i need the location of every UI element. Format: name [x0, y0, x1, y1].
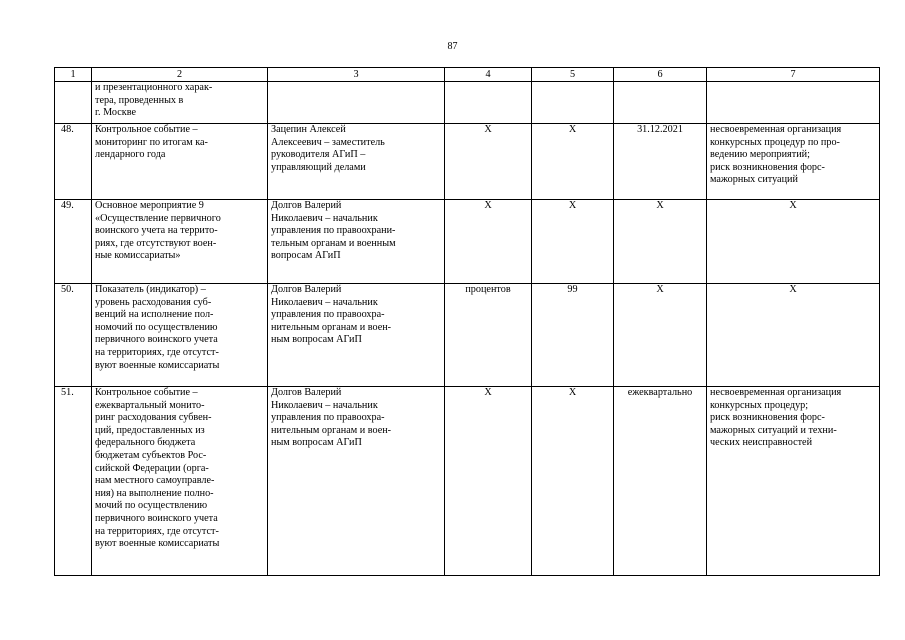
row-number	[55, 82, 92, 124]
column-header: 5	[532, 68, 614, 82]
term-cell: 31.12.2021	[614, 124, 707, 200]
responsible-cell	[268, 82, 445, 124]
responsible-cell: Долгов Валерий Николаевич – начальник управления по правоохрани- тельным органам и военным вопросам АГиП	[268, 200, 445, 284]
row-number: 48.	[55, 124, 92, 200]
value-cell: Х	[532, 200, 614, 284]
column-header: 4	[445, 68, 532, 82]
risks-cell: Х	[707, 200, 880, 284]
page-number: 87	[447, 41, 458, 52]
column-header: 7	[707, 68, 880, 82]
responsible-cell: Долгов Валерий Николаевич – начальник управления по правоохра- нительным органам и воен- ным вопросам АГиП	[268, 284, 445, 387]
unit-cell: Х	[445, 387, 532, 576]
event-cell: и презентационного харак- тера, проведенных в г. Москве	[92, 82, 268, 124]
event-cell: Контрольное событие – мониторинг по итогам ка- лендарного года	[92, 124, 268, 200]
unit-cell: Х	[445, 200, 532, 284]
value-cell	[532, 82, 614, 124]
row-number: 49.	[55, 200, 92, 284]
column-header: 6	[614, 68, 707, 82]
event-cell: Основное мероприятие 9 «Осуществление первичного воинского учета на террито- риях, где отсутствуют воен- ные комиссариаты»	[92, 200, 268, 284]
table-row	[55, 387, 880, 576]
value-cell: Х	[532, 387, 614, 576]
term-cell: Х	[614, 284, 707, 387]
risks-cell: несвоевременная организация конкурсных процедур; риск возникновения форс- мажорных ситуаций и техни- ческих неисправностей	[707, 387, 880, 576]
unit-cell	[445, 82, 532, 124]
responsible-cell: Зацепин Алексей Алексеевич – заместитель руководителя АГиП – управляющий делами	[268, 124, 445, 200]
table-row	[55, 124, 880, 200]
table-row	[55, 82, 880, 124]
unit-cell: процентов	[445, 284, 532, 387]
risks-cell	[707, 82, 880, 124]
row-number: 50.	[55, 284, 92, 387]
table-header-row	[55, 68, 880, 82]
risks-cell: несвоевременная организация конкурсных процедур по про- ведению мероприятий; риск возникновения форс- мажорных ситуаций	[707, 124, 880, 200]
column-header: 3	[268, 68, 445, 82]
value-cell: Х	[532, 124, 614, 200]
event-cell: Показатель (индикатор) – уровень расходования суб- венций на исполнение пол- номочий по осуществлению первичного воинского учета на территориях, где отсутст- вуют военные комиссариаты	[92, 284, 268, 387]
table-row	[55, 284, 880, 387]
event-cell: Контрольное событие – ежеквартальный монито- ринг расходования субвен- ций, предоставленных из федерального бюджета бюджетам субъектов Рос- сийской Федерации (орга- нам местного самоуправле- ния) на выполнение полно- мочий по осуществлению первичного воинского учета на территориях, где отсутст- вуют военные комиссариаты	[92, 387, 268, 576]
risks-cell: Х	[707, 284, 880, 387]
term-cell: Х	[614, 200, 707, 284]
value-cell: 99	[532, 284, 614, 387]
term-cell	[614, 82, 707, 124]
responsible-cell: Долгов Валерий Николаевич – начальник управления по правоохра- нительным органам и воен- ным вопросам АГиП	[268, 387, 445, 576]
column-header: 2	[92, 68, 268, 82]
term-cell: ежеквартально	[614, 387, 707, 576]
table-row	[55, 200, 880, 284]
unit-cell: Х	[445, 124, 532, 200]
plan-table	[54, 67, 880, 576]
column-header: 1	[55, 68, 92, 82]
row-number: 51.	[55, 387, 92, 576]
